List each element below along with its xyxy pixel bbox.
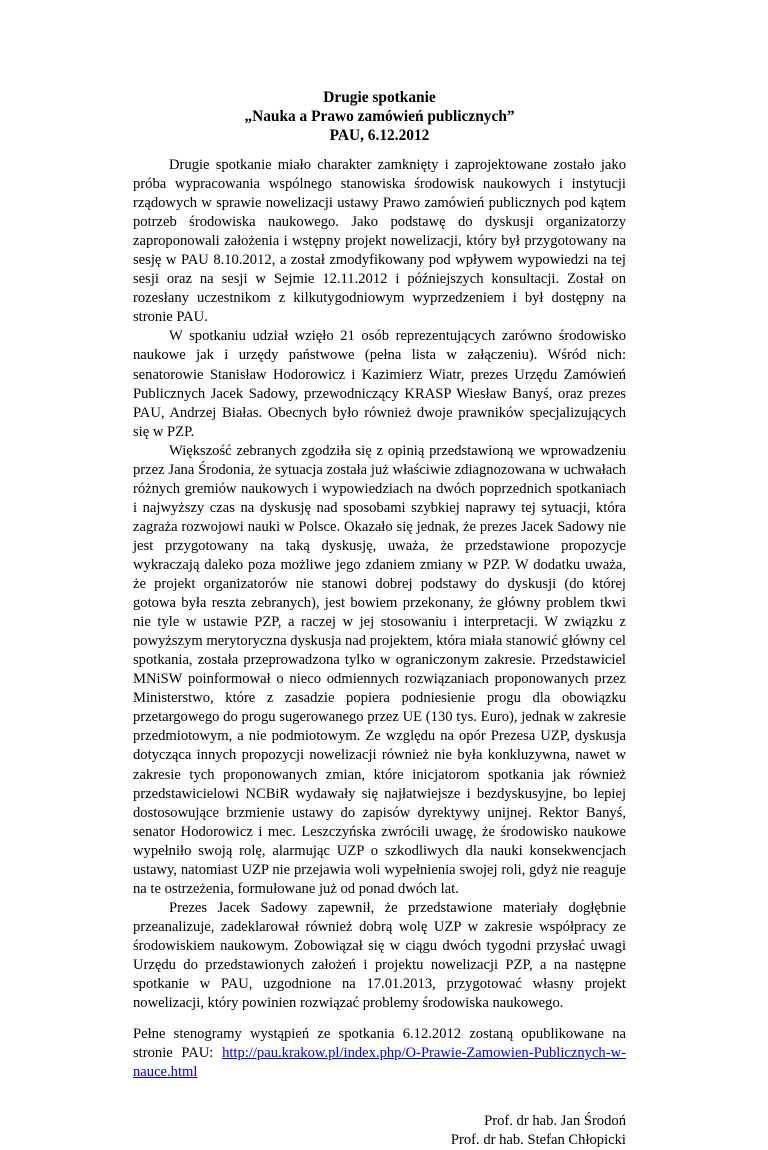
signature-1: Prof. dr hab. Jan Środoń — [484, 1113, 626, 1130]
document-title — [133, 88, 626, 145]
footer-paragraph — [133, 1025, 626, 1082]
title-line-3: PAU, 6.12.2012 — [329, 127, 430, 144]
paragraph-3: Większość zebranych zgodziła się z opinią przedstawioną we wprowadzeniu przez Jana Środonia, że sytuacja została już właściwie zdiagnozowana w uchwałach różnych gremiów naukowych i wypowiedziach na dwóch poprzednich spotkaniach i najwyższy czas na dyskusję nad sposobami szybkiej naprawy tej sytuacji, która zagraża rozwojowi nauki w Polsce. Okazało się jednak, że prezes Jacek Sadowy nie jest przygotowany na taką dyskusję, uważa, że przedstawione propozycje wykraczają daleko poza możliwe jego zdaniem zmiany w PZP. W dodatku uważa, że projekt organizatorów nie stanowi dobrej podstawy do dyskusji (do której gotowa była reszta zebranych), jest bowiem przekonany, że główny problem tkwi nie tyle w ustawie PZP, a raczej w jej stosowaniu i interpretacji. W związku z powyższym merytoryczna dyskusja nad projektem, która miała stanowić główny cel spotkania, została przeprowadzona tylko w ograniczonym zakresie. Przedstawiciel MNiSW poinformował o nieco odmiennych rozwiązaniach proponowanych przez Ministerstwo, które z zasadzie popiera podniesienie progu dla obowiązku przetargowego do progu sugerowanego przez UE (130 tys. Euro), jednak w zakresie przedmiotowym, a nie podmiotowym. Ze względu na opór Prezesa UZP, dyskusja dotycząca innych propozycji nowelizacji również nie była konkluzywna, nawet w zakresie tych proponowanych zmian, które inicjatorom spotkania jak również przedstawicielowi NCBiR wydawały się najłatwiejsze i bezdyskusyjne, bo lepiej dostosowujące brzmienie ustawy do zapisów dyrektywy unijnej. Rektor Banyś, senator Hodorowicz i mec. Leszczyńska zwrócili uwagę, że środowisko naukowe wypełniło swoją rolę, alarmując UZP o szkodliwych dla nauki konsekwencjach ustawy, natomiast UZP nie przejawia woli wypełnienia swojej roli, gdyż nie reaguje na te ostrzeżenia, formułowane już od ponad dwóch lat. — [133, 442, 626, 897]
signature-block — [133, 1112, 626, 1150]
footer-text: Pełne stenogramy wystąpień ze spotkania 6.12.2012 zostaną opublikowane na stronie PAU: — [133, 1026, 626, 1062]
paragraph-1: Drugie spotkanie miało charakter zamknięty i zaprojektowane zostało jako próba wypracowania wspólnego stanowiska środowisk naukowych i instytucji rządowych w sprawie nowelizacji ustawy Prawo zamówień publicznych pod kątem potrzeb środowiska naukowego. Jako podstawę do dyskusji organizatorzy zaproponowali założenia i wstępny projekt nowelizacji, który był przygotowany na sesję w PAU 8.10.2012, a został zmodyfikowany pod wpływem wypowiedzi na tej sesji oraz na sesji w Sejmie 12.11.2012 i późniejszych konsultacji. Został on rozesłany uczestnikom z kilkutygodniowym wyprzedzeniem i był dostępny na stronie PAU. — [133, 157, 626, 326]
paragraph-2: W spotkaniu udział wzięło 21 osób reprezentujących zarówno środowisko naukowe jak i urzędy państwowe (pełna lista w załączeniu). Wśród nich: senatorowie Stanisław Hodorowicz i Kazimierz Wiatr, prezes Urzędu Zamówień Publicznych Jacek Sadowy, przewodniczący KRASP Wiesław Banyś, oraz prezes PAU, Andrzej Białas. Obecnych było również dwoje prawników specjalizujących się w PZP. — [133, 328, 626, 440]
title-line-2: „Nauka a Prawo zamówień publicznych” — [244, 108, 515, 125]
paragraph-4: Prezes Jacek Sadowy zapewnił, że przedstawione materiały dogłębnie przeanalizuje, zadeklarował również dobrą wolę UZP w zakresie współpracy ze środowiskiem naukowym. Zobowiązał się w ciągu dwóch tygodni przysłać uwagi Urzędu do przedstawionych założeń i projektu nowelizacji PZP, a na następne spotkanie w PAU, uzgodnione na 17.01.2013, przygotować własny projekt nowelizacji, który powinien rozwiązać problemy środowiska naukowego. — [133, 899, 626, 1012]
signature-2: Prof. dr hab. Stefan Chłopicki — [450, 1132, 626, 1149]
title-line-1: Drugie spotkanie — [323, 89, 436, 106]
stenogram-link[interactable]: http://pau.krakow.pl/index.php/O-Prawie-Zamowien-Publicznych-w-nauce.html — [133, 1045, 626, 1081]
